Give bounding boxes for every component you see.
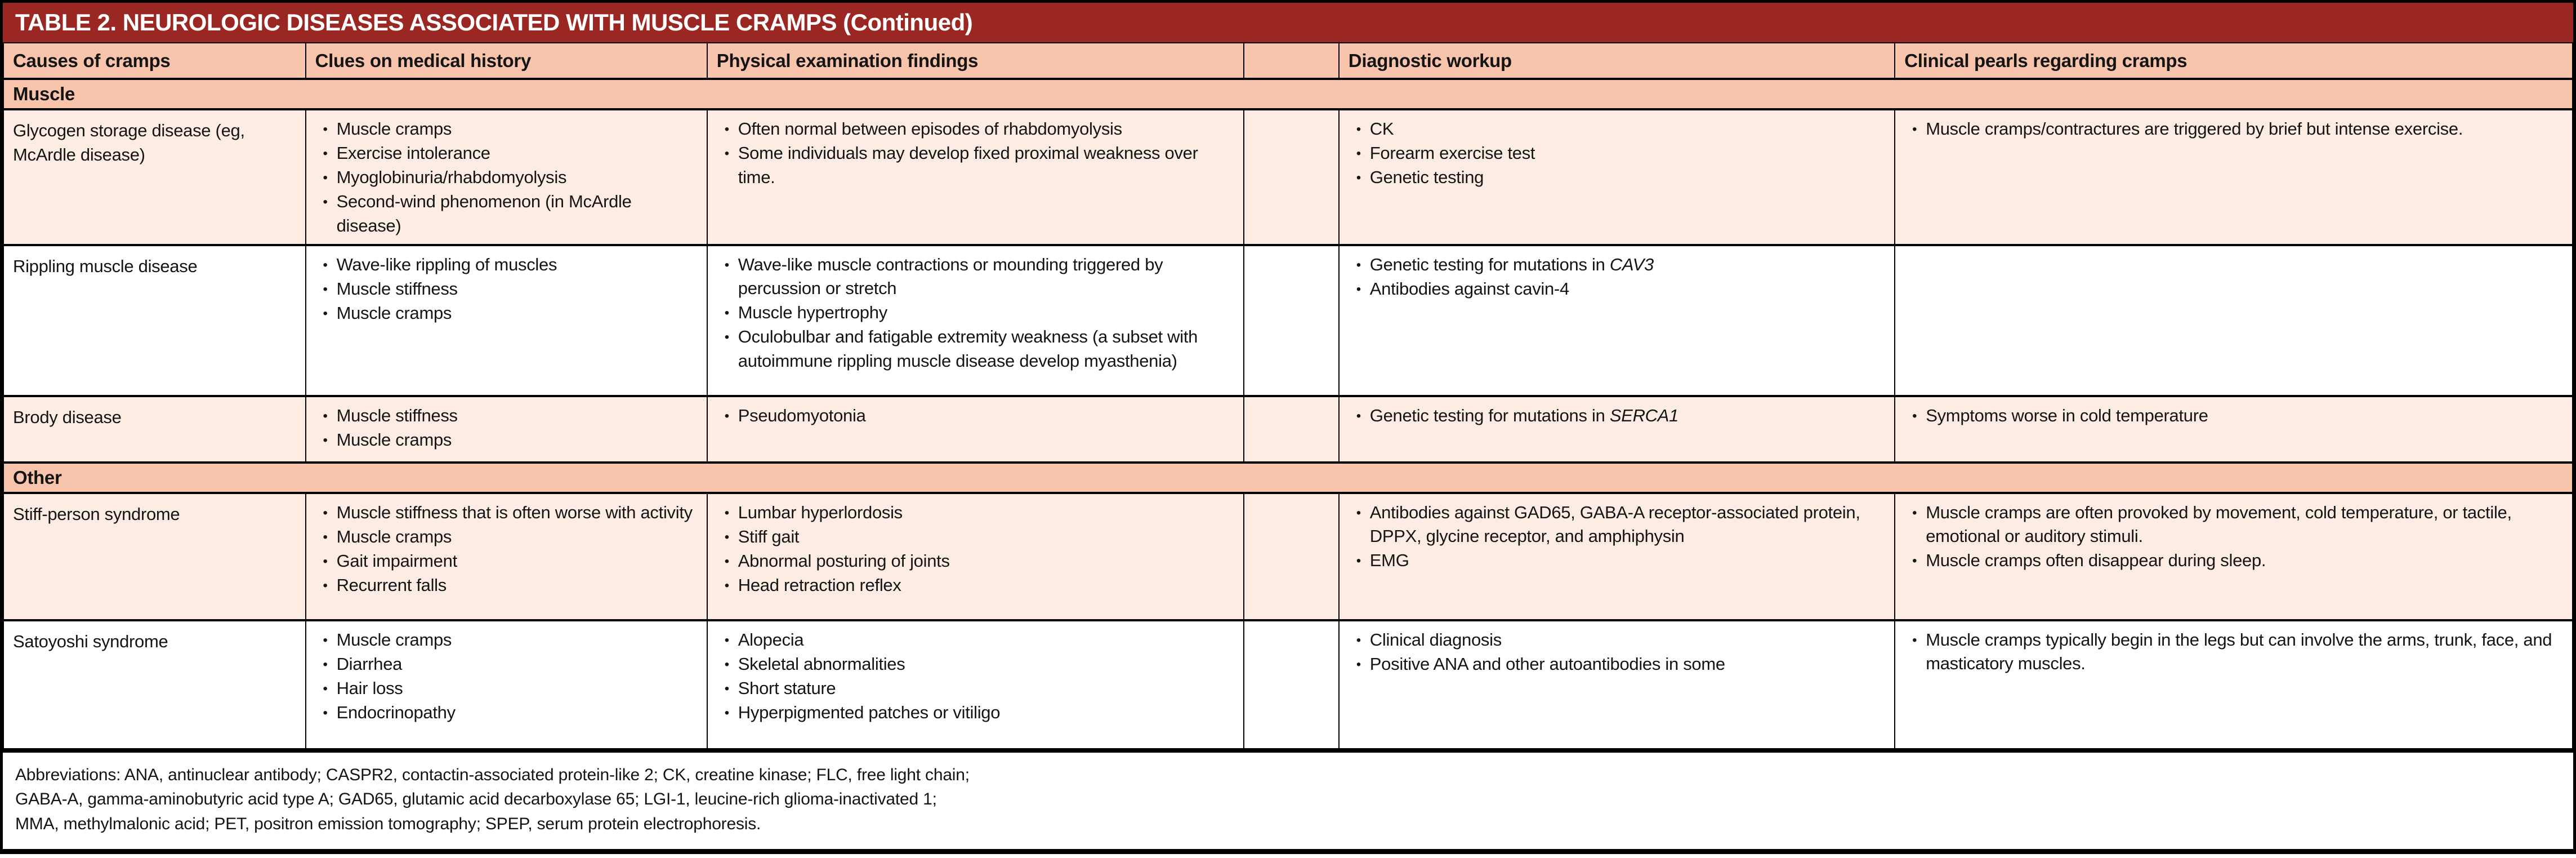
table-row	[3, 109, 2573, 245]
bullet-text: Exercise intolerance	[336, 143, 490, 163]
bullet-item	[717, 117, 1236, 141]
bullet-icon: •	[323, 529, 328, 545]
bullet-icon: •	[724, 330, 729, 345]
bullet-text: Head retraction reflex	[738, 575, 901, 595]
spacer-cell	[1244, 109, 1338, 245]
bullet-text: Genetic testing	[1369, 167, 1484, 187]
table-body	[3, 79, 2573, 749]
bullet-text: Endocrinopathy	[336, 702, 456, 722]
bullet-text: Diarrhea	[336, 653, 403, 674]
diseases-table	[3, 42, 2573, 750]
bullet-item	[315, 428, 699, 452]
bullet-item	[315, 166, 699, 190]
bullet-text: Hyperpigmented patches or vitiligo	[738, 702, 1001, 722]
cause-cell	[3, 109, 306, 245]
pearls-cell	[1895, 493, 2573, 620]
bullet-text: Myoglobinuria/rhabdomyolysis	[336, 167, 567, 187]
bullet-icon: •	[724, 705, 729, 721]
bullet-text: Gait impairment	[336, 550, 457, 571]
bullet-item	[1904, 628, 2564, 677]
cause-text: Brody disease	[13, 407, 122, 427]
bullet-item	[315, 404, 699, 428]
bullet-item	[717, 574, 1236, 598]
bullet-icon: •	[323, 305, 328, 321]
bullet-item	[717, 677, 1236, 701]
bullet-icon: •	[1912, 122, 1917, 137]
bullet-text: Recurrent falls	[336, 575, 447, 595]
bullet-item	[315, 701, 699, 725]
bullet-text: Muscle hypertrophy	[738, 303, 887, 323]
bullet-icon: •	[724, 122, 729, 137]
bullet-icon: •	[724, 146, 729, 161]
section-label: Other	[3, 463, 2573, 493]
bullet-text: Genetic testing for mutations in SERCA1	[1369, 405, 1679, 425]
bullet-item	[1904, 404, 2564, 428]
bullet-item	[1904, 501, 2564, 549]
cause-text: Rippling muscle disease	[13, 256, 198, 276]
cause-text: Stiff-person syndrome	[13, 504, 180, 524]
cause-text: Satoyoshi syndrome	[13, 631, 168, 651]
column-header-workup: Diagnostic workup	[1339, 43, 1895, 79]
bullet-item	[315, 652, 699, 677]
bullet-icon: •	[1356, 656, 1361, 672]
bullet-icon: •	[1356, 122, 1361, 137]
history-cell	[306, 493, 707, 620]
history-cell	[306, 620, 707, 749]
section-label: Muscle	[3, 79, 2573, 109]
bullet-text: Muscle stiffness	[336, 278, 458, 299]
bullet-icon: •	[1356, 257, 1361, 273]
table-row	[3, 493, 2573, 620]
bullet-text: Muscle cramps	[336, 629, 452, 650]
cause-cell	[3, 493, 306, 620]
bullet-item	[315, 628, 699, 652]
bullet-text: Stiff gait	[738, 526, 800, 546]
bullet-icon: •	[323, 632, 328, 648]
footnote-line: GABA-A, gamma-aminobutyric acid type A; GAD65, glutamic acid decarboxylase 65; LGI-1, leucine-rich glioma-inactivated 1;	[15, 790, 937, 809]
bullet-icon: •	[724, 505, 729, 521]
bullet-item	[717, 301, 1236, 325]
bullet-icon: •	[323, 705, 328, 721]
cause-cell	[3, 620, 306, 749]
bullet-item	[717, 701, 1236, 725]
bullet-icon: •	[323, 656, 328, 672]
bullet-item	[315, 141, 699, 166]
bullet-text: Muscle stiffness that is often worse with activity	[336, 502, 693, 522]
workup-cell	[1339, 396, 1895, 463]
workup-cell	[1339, 109, 1895, 245]
footnote-line: MMA, methylmalonic acid; PET, positron emission tomography; SPEP, serum protein electrophoresis.	[15, 814, 761, 833]
bullet-text: Muscle cramps	[336, 526, 452, 546]
spacer-cell	[1244, 620, 1338, 749]
spacer-cell	[1244, 396, 1338, 463]
footnote-line: Abbreviations: ANA, antinuclear antibody; CASPR2, contactin-associated protein-like 2; CK, creatine kinase; FLC, free light chain;	[15, 765, 970, 784]
bullet-item	[315, 574, 699, 598]
bullet-item	[1349, 404, 1886, 428]
bullet-item	[1904, 117, 2564, 141]
column-header-history: Clues on medical history	[306, 43, 707, 79]
bullet-icon: •	[1912, 408, 1917, 424]
bullet-item	[1349, 253, 1886, 277]
cause-cell	[3, 245, 306, 396]
bullet-item	[315, 117, 699, 141]
section-header-row	[3, 79, 2573, 109]
bullet-item	[1349, 501, 1886, 549]
bullet-text: Hair loss	[336, 678, 403, 698]
column-header-pearls: Clinical pearls regarding cramps	[1895, 43, 2573, 79]
bullet-icon: •	[1356, 146, 1361, 161]
table-row	[3, 620, 2573, 749]
bullet-icon: •	[1912, 553, 1917, 569]
bullet-icon: •	[1356, 553, 1361, 569]
bullet-item	[717, 141, 1236, 190]
bullet-icon: •	[323, 281, 328, 297]
bullet-text: Lumbar hyperlordosis	[738, 502, 903, 522]
bullet-text: Abnormal posturing of joints	[738, 550, 950, 571]
bullet-item	[1349, 141, 1886, 166]
bullet-text: Wave-like rippling of muscles	[336, 254, 557, 274]
bullet-icon: •	[323, 194, 328, 210]
bullet-icon: •	[323, 257, 328, 273]
bullet-item	[1349, 628, 1886, 652]
bullet-text: Pseudomyotonia	[738, 405, 866, 425]
bullet-item	[315, 525, 699, 549]
gene-name-italic: SERCA1	[1609, 405, 1679, 425]
bullet-item	[717, 325, 1236, 374]
bullet-item	[717, 404, 1236, 428]
spacer-cell	[1244, 245, 1338, 396]
bullet-item	[717, 549, 1236, 574]
bullet-item	[315, 677, 699, 701]
bullet-icon: •	[724, 577, 729, 593]
bullet-icon: •	[1356, 632, 1361, 648]
spacer-cell	[1244, 493, 1338, 620]
bullet-text: Some individuals may develop fixed proximal weakness over time.	[738, 143, 1198, 187]
bullet-icon: •	[724, 408, 729, 424]
column-header-row	[3, 43, 2573, 79]
bullet-text: Muscle cramps are often provoked by movement, cold temperature, or tactile, emotional or auditory stimuli.	[1926, 502, 2512, 546]
bullet-item	[315, 277, 699, 301]
bullet-text: Antibodies against GAD65, GABA-A receptor-associated protein, DPPX, glycine receptor, and amphiphysin	[1369, 502, 1860, 546]
bullet-icon: •	[323, 553, 328, 569]
bullet-text: Often normal between episodes of rhabdomyolysis	[738, 119, 1122, 139]
bullet-icon: •	[323, 122, 328, 137]
bullet-icon: •	[724, 656, 729, 672]
bullet-icon: •	[1356, 505, 1361, 521]
table-title: TABLE 2. NEUROLOGIC DISEASES ASSOCIATED WITH MUSCLE CRAMPS (Continued)	[15, 9, 973, 35]
table-title-bar	[3, 3, 2573, 42]
history-cell	[306, 396, 707, 463]
bullet-text: Alopecia	[738, 629, 804, 650]
bullet-text: Wave-like muscle contractions or mounding triggered by percussion or stretch	[738, 254, 1163, 299]
bullet-icon: •	[323, 577, 328, 593]
bullet-item	[717, 628, 1236, 652]
bullet-text: Clinical diagnosis	[1369, 629, 1502, 650]
bullet-icon: •	[724, 681, 729, 696]
history-cell	[306, 109, 707, 245]
bullet-text: Skeletal abnormalities	[738, 653, 905, 674]
bullet-icon: •	[724, 529, 729, 545]
bullet-text: Muscle cramps	[336, 303, 452, 323]
bullet-item	[1349, 549, 1886, 573]
bullet-icon: •	[1912, 632, 1917, 648]
bullet-text: Second-wind phenomenon (in McArdle disease)	[336, 192, 632, 235]
bullet-text: EMG	[1369, 550, 1409, 571]
exam-cell	[707, 396, 1244, 463]
history-cell	[306, 245, 707, 396]
exam-cell	[707, 109, 1244, 245]
workup-cell	[1339, 493, 1895, 620]
bullet-icon: •	[1912, 505, 1917, 521]
exam-cell	[707, 620, 1244, 749]
bullet-item	[315, 190, 699, 238]
bullet-text: Forearm exercise test	[1369, 143, 1535, 163]
bullet-item	[1904, 549, 2564, 573]
bullet-icon: •	[1356, 170, 1361, 185]
column-header-exam: Physical examination findings	[707, 43, 1244, 79]
footnote	[3, 750, 2573, 849]
bullet-item	[1349, 117, 1886, 141]
bullet-text: Muscle cramps/contractures are triggered by brief but intense exercise.	[1926, 119, 2463, 139]
pearls-cell	[1895, 245, 2573, 396]
bullet-text: Oculobulbar and fatigable extremity weakness (a subset with autoimmune rippling muscle disease develop myasthenia)	[738, 327, 1198, 371]
bullet-text: Symptoms worse in cold temperature	[1926, 405, 2208, 425]
bullet-icon: •	[1356, 408, 1361, 424]
exam-cell	[707, 245, 1244, 396]
bullet-text: Muscle stiffness	[336, 405, 458, 425]
bullet-icon: •	[1356, 281, 1361, 297]
pearls-cell	[1895, 109, 2573, 245]
bullet-icon: •	[323, 432, 328, 448]
bullet-icon: •	[323, 146, 328, 161]
cause-text: Glycogen storage disease (eg, McArdle disease)	[13, 121, 245, 165]
bullet-text: Positive ANA and other autoantibodies in some	[1369, 653, 1725, 674]
column-header-spacer	[1244, 43, 1338, 79]
bullet-text: Muscle cramps often disappear during sleep.	[1926, 550, 2266, 571]
bullet-item	[315, 253, 699, 277]
bullet-item	[315, 501, 699, 525]
gene-name-italic: CAV3	[1609, 254, 1654, 274]
section-header-row	[3, 463, 2573, 493]
bullet-text: Muscle cramps typically begin in the legs but can involve the arms, trunk, face, and masticatory muscles.	[1926, 629, 2552, 674]
bullet-item	[315, 549, 699, 574]
bullet-icon: •	[323, 681, 328, 696]
bullet-item	[1349, 166, 1886, 190]
bullet-item	[1349, 652, 1886, 677]
column-header-causes: Causes of cramps	[3, 43, 306, 79]
bullet-text: Short stature	[738, 678, 836, 698]
bullet-item	[717, 501, 1236, 525]
exam-cell	[707, 493, 1244, 620]
bullet-text: Antibodies against cavin-4	[1369, 278, 1569, 299]
bullet-text: CK	[1369, 119, 1394, 139]
table-row	[3, 396, 2573, 463]
workup-cell	[1339, 245, 1895, 396]
pearls-cell	[1895, 396, 2573, 463]
bullet-icon: •	[323, 170, 328, 185]
bullet-icon: •	[323, 408, 328, 424]
bullet-icon: •	[724, 257, 729, 273]
bullet-icon: •	[724, 553, 729, 569]
table-row	[3, 245, 2573, 396]
bullet-text: Genetic testing for mutations in CAV3	[1369, 254, 1654, 274]
pearls-cell	[1895, 620, 2573, 749]
cause-cell	[3, 396, 306, 463]
bullet-icon: •	[724, 305, 729, 321]
bullet-item	[1349, 277, 1886, 301]
bullet-icon: •	[724, 632, 729, 648]
bullet-text: Muscle cramps	[336, 429, 452, 450]
bullet-text: Muscle cramps	[336, 119, 452, 139]
workup-cell	[1339, 620, 1895, 749]
bullet-item	[717, 253, 1236, 301]
bullet-item	[717, 652, 1236, 677]
bullet-item	[717, 525, 1236, 549]
bullet-icon: •	[323, 505, 328, 521]
bullet-item	[315, 301, 699, 326]
